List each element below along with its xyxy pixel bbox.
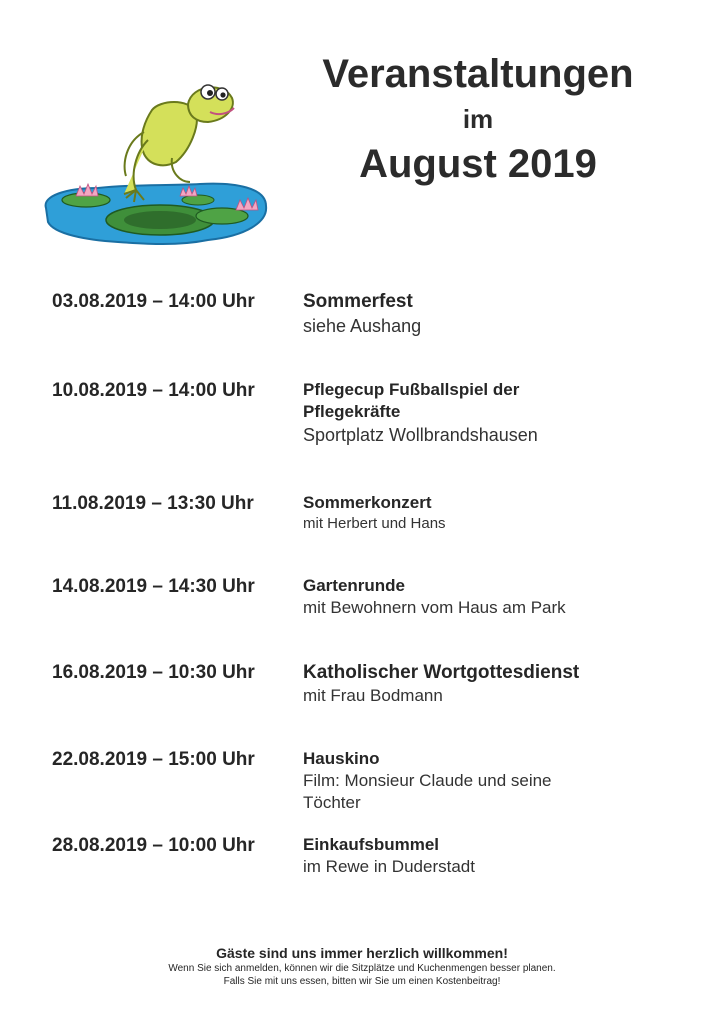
event-title: Pflegecup Fußballspiel der Pflegekräfte [303, 380, 520, 421]
event-date: 14.08.2019 – 14:30 Uhr [52, 576, 255, 597]
event-date: 03.08.2019 – 14:00 Uhr [52, 291, 255, 312]
event-info [303, 661, 663, 707]
event-title: Katholischer Wortgottesdienst [303, 662, 580, 683]
event-description: im Rewe in Duderstadt [303, 857, 475, 876]
event-description: mit Frau Bodmann [303, 686, 443, 705]
event-title: Einkaufsbummel [303, 835, 440, 854]
event-info [303, 290, 633, 338]
event-title: Hauskino [303, 749, 380, 768]
event-description: mit Bewohnern vom Haus am Park [303, 598, 566, 617]
event-info [303, 748, 593, 814]
event-info [303, 492, 633, 534]
title-line-month: August 2019 [359, 142, 597, 186]
event-info [303, 834, 633, 878]
event-title: Sommerfest [303, 291, 413, 312]
event-info [303, 379, 573, 447]
event-date: 10.08.2019 – 14:00 Uhr [52, 380, 255, 401]
event-title: Gartenrunde [303, 576, 406, 595]
footer [0, 944, 724, 988]
event-date: 28.08.2019 – 10:00 Uhr [52, 835, 255, 856]
event-description: Film: Monsieur Claude und seine Töchter [303, 771, 552, 812]
event-date: 16.08.2019 – 10:30 Uhr [52, 662, 255, 683]
event-info [303, 575, 633, 619]
title-line-im: im [462, 104, 494, 134]
title-line-veranstaltungen: Veranstaltungen [322, 52, 634, 96]
footer-welcome: Gäste sind uns immer herzlich willkommen! [216, 945, 508, 961]
event-description: Sportplatz Wollbrandshausen [303, 425, 538, 445]
event-description: mit Herbert und Hans [303, 515, 446, 532]
event-date: 11.08.2019 – 13:30 Uhr [52, 493, 254, 514]
event-date: 22.08.2019 – 15:00 Uhr [52, 749, 255, 770]
event-description: siehe Aushang [303, 316, 422, 336]
footer-note-cost: Falls Sie mit uns essen, bitten wir Sie um einen Kostenbeitrag! [223, 976, 501, 987]
footer-note-registration: Wenn Sie sich anmelden, können wir die Sitzplätze und Kuchenmengen besser planen. [168, 963, 556, 974]
event-title: Sommerkonzert [303, 493, 432, 512]
